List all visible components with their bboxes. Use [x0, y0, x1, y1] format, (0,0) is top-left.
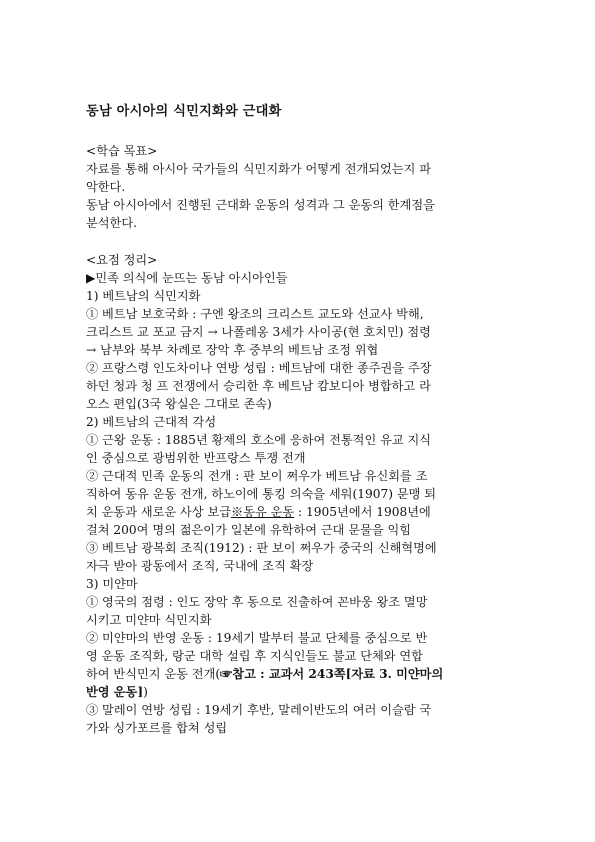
summary-line: ③ 말레이 연방 성립 : 19세기 후반, 말레이반도의 여러 이슬람 국: [86, 703, 432, 717]
goal-line: 동남 아시아에서 진행된 근대화 운동의 성격과 그 운동의 한계점을: [86, 198, 435, 212]
summary-section: [86, 251, 516, 737]
goal-line: 분석한다.: [86, 216, 137, 230]
summary-line: 크리스트 교 포교 금지 → 나폴레옹 3세가 사이공(현 호치민) 점령: [86, 325, 431, 339]
summary-line: ▶민족 의식에 눈뜨는 동남 아시아인들: [86, 271, 288, 285]
ref-before: 하여 반식민지 운동 전개(: [86, 667, 221, 681]
summary-line: 걸쳐 200여 명의 젊은이가 일본에 유학하여 근대 문물을 익힘: [86, 523, 412, 537]
dongyu-after: : 1905년에서 1908년에: [294, 505, 431, 519]
goal-line: 자료를 통해 아시아 국가들의 식민지화가 어떻게 전개되었는지 파: [86, 162, 431, 176]
summary-line: ② 미얀마의 반영 운동 : 19세기 발부터 불교 단체를 중심으로 반: [86, 631, 428, 645]
summary-line: 가와 싱가포르를 합쳐 성립: [86, 721, 228, 735]
summary-line: 시키고 미얀마 식민지화: [86, 613, 212, 627]
summary-line: ② 프랑스령 인도차이나 연방 성립 : 베트남에 대한 종주권을 주장: [86, 361, 432, 375]
summary-line: ① 베트남 보호국화 : 구엔 왕조의 크리스트 교도와 선교사 박해,: [86, 307, 424, 321]
summary-line: 1) 베트남의 식민지화: [86, 289, 201, 303]
textbook-reference-cont: 반영 운동]: [86, 685, 144, 699]
summary-line: 인 중심으로 광범위한 반프랑스 투쟁 전개: [86, 451, 306, 465]
learning-goals-section: [86, 142, 516, 232]
document-title: 동남 아시아의 식민지화와 근대화: [86, 104, 282, 119]
summary-line-reference: [86, 665, 516, 683]
summary-line: 3) 미얀마: [86, 577, 138, 591]
summary-line: → 남부와 북부 차례로 장악 후 중부의 베트남 조정 위협: [86, 343, 379, 357]
document-page: [86, 104, 516, 737]
summary-heading: <요점 정리>: [86, 253, 158, 267]
summary-line: ③ 베트남 광복회 조직(1912) : 판 보이 쩌우가 중국의 신해혁명에: [86, 541, 437, 555]
goal-line: 악한다.: [86, 180, 126, 194]
summary-line: 자극 받아 광동에서 조직, 국내에 조직 확장: [86, 559, 314, 573]
ref-after: ): [143, 685, 148, 699]
summary-line-dongyu: [86, 503, 516, 521]
textbook-reference: ☞참고 : 교과서 243쪽[자료 3. 미얀마의: [220, 667, 444, 681]
summary-line: 하던 청과 청 프 전쟁에서 승리한 후 베트남 캄보디아 병합하고 라: [86, 379, 431, 393]
dongyu-before: 치 운동과 새로운 사상 보급: [86, 505, 232, 519]
summary-line-reference-cont: [86, 683, 516, 701]
dongyu-marker: ※동유 운동: [231, 505, 295, 519]
summary-line: 직하여 동유 운동 전개, 하노이에 통킹 의숙을 세워(1907) 문맹 퇴: [86, 487, 437, 501]
summary-line: ① 근왕 운동 : 1885년 황제의 호소에 응하여 전통적인 유교 지식: [86, 433, 432, 447]
summary-line: 영 운동 조직화, 랑군 대학 설립 후 지식인들도 불교 단체와 연합: [86, 649, 423, 663]
summary-line: 2) 베트남의 근대적 각성: [86, 415, 217, 429]
summary-line: ② 근대적 민족 운동의 전개 : 판 보이 쩌우가 베트남 유신회를 조: [86, 469, 428, 483]
summary-line: ① 영국의 점령 : 인도 장악 후 동으로 진출하여 꼰바웅 왕조 멸망: [86, 595, 428, 609]
goals-heading: <학습 목표>: [86, 144, 158, 158]
summary-line: 오스 편입(3국 왕실은 그대로 존속): [86, 397, 272, 411]
